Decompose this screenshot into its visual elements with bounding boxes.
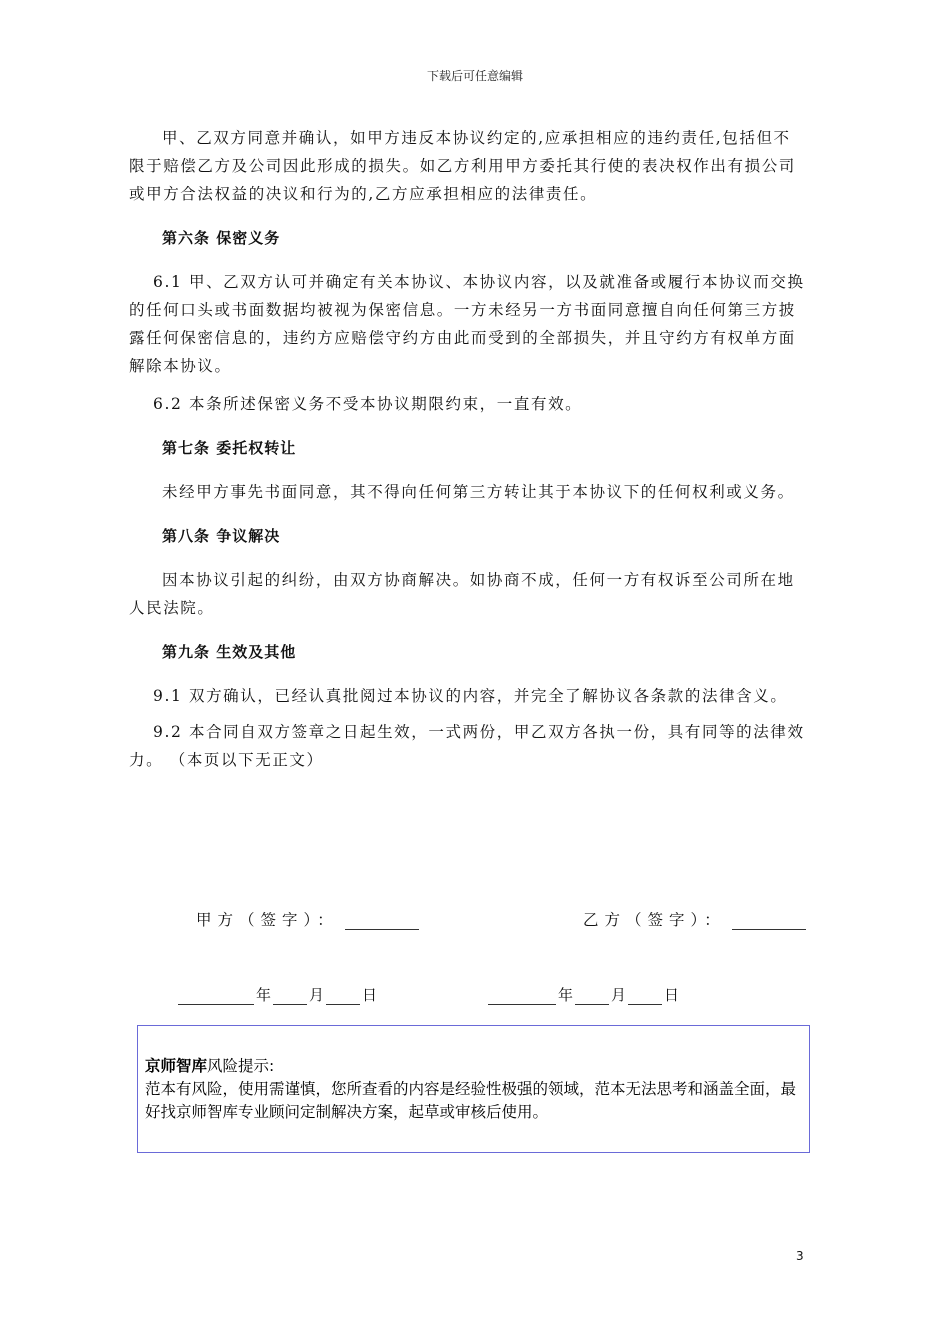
breach-paragraph: 甲、乙双方同意并确认，如甲方违反本协议约定的,应承担相应的违约责任,包括但不限于赔偿乙方及公司因此形成的损失。如乙方利用甲方委托其行使的表决权作出有损公司或甲方合法权益的决议和行为的,乙方应承担相应的法律责任。 (129, 129, 796, 203)
article-7-title: 第七条 委托权转让 (162, 439, 297, 457)
party-a-label: 甲方（签字）： (196, 911, 339, 929)
article-8-text: 因本协议引起的纠纷，由双方协商解决。如协商不成，任何一方有权诉至公司所在地人民法院。 (129, 571, 795, 617)
article-8-title: 第八条 争议解决 (162, 527, 281, 545)
day-label: 日 (362, 986, 378, 1004)
year-blank[interactable] (178, 988, 254, 1005)
page-number: 3 (796, 1249, 804, 1263)
month-label: 月 (309, 986, 325, 1004)
article-6-title: 第六条 保密义务 (162, 229, 281, 247)
risk-notice-title-text: 风险提示: (207, 1057, 275, 1075)
party-b-date (488, 984, 681, 1005)
year-label: 年 (256, 986, 272, 1004)
risk-notice-brand: 京师智库 (145, 1057, 208, 1075)
party-a-date (178, 984, 379, 1005)
clause-6-1: 6.1 甲、乙双方认可并确定有关本协议、本协议内容，以及就准备或履行本协议而交换的任何口头或书面数据均被视为保密信息。一方未经另一方书面同意擅自向任何第三方披露任何保密信息的，违约方应赔偿守约方由此而受到的全部损失，并且守约方有权单方面解除本协议。 (129, 273, 805, 375)
article-9-title: 第九条 生效及其他 (162, 643, 297, 661)
header-note: 下载后可任意编辑 (426, 69, 523, 83)
risk-notice-body: 范本有风险，使用需谨慎，您所查看的内容是经验性极强的领域，范本无法思考和涵盖全面，最好找京师智库专业顾问定制解决方案，起草或审核后使用。 (145, 1080, 797, 1121)
clause-6-2: 6.2 本条所述保密义务不受本协议期限约束，一直有效。 (153, 395, 583, 413)
party-b-label: 乙方（签字）： (583, 911, 726, 929)
month-label: 月 (611, 986, 627, 1004)
clause-9-1: 9.1 双方确认，已经认真批阅过本协议的内容，并完全了解协议各条款的法律含义。 (153, 687, 788, 705)
year-blank[interactable] (488, 988, 556, 1005)
article-7-text: 未经甲方事先书面同意，其不得向任何第三方转让其于本协议下的任何权利或义务。 (162, 483, 795, 501)
month-blank[interactable] (273, 988, 307, 1005)
year-label: 年 (558, 986, 574, 1004)
document-body (129, 124, 805, 774)
party-a-signature-line[interactable] (345, 911, 419, 930)
day-blank[interactable] (628, 988, 662, 1005)
party-a-signature (196, 908, 419, 930)
party-b-signature (583, 908, 806, 930)
clause-9-2: 9.2 本合同自双方签章之日起生效，一式两份，甲乙双方各执一份，具有同等的法律效力。 （本页以下无正文） (129, 723, 805, 769)
day-label: 日 (664, 986, 680, 1004)
risk-notice-box (137, 1025, 810, 1153)
month-blank[interactable] (575, 988, 609, 1005)
party-b-signature-line[interactable] (732, 911, 806, 930)
day-blank[interactable] (326, 988, 360, 1005)
risk-notice-title (145, 1055, 803, 1078)
